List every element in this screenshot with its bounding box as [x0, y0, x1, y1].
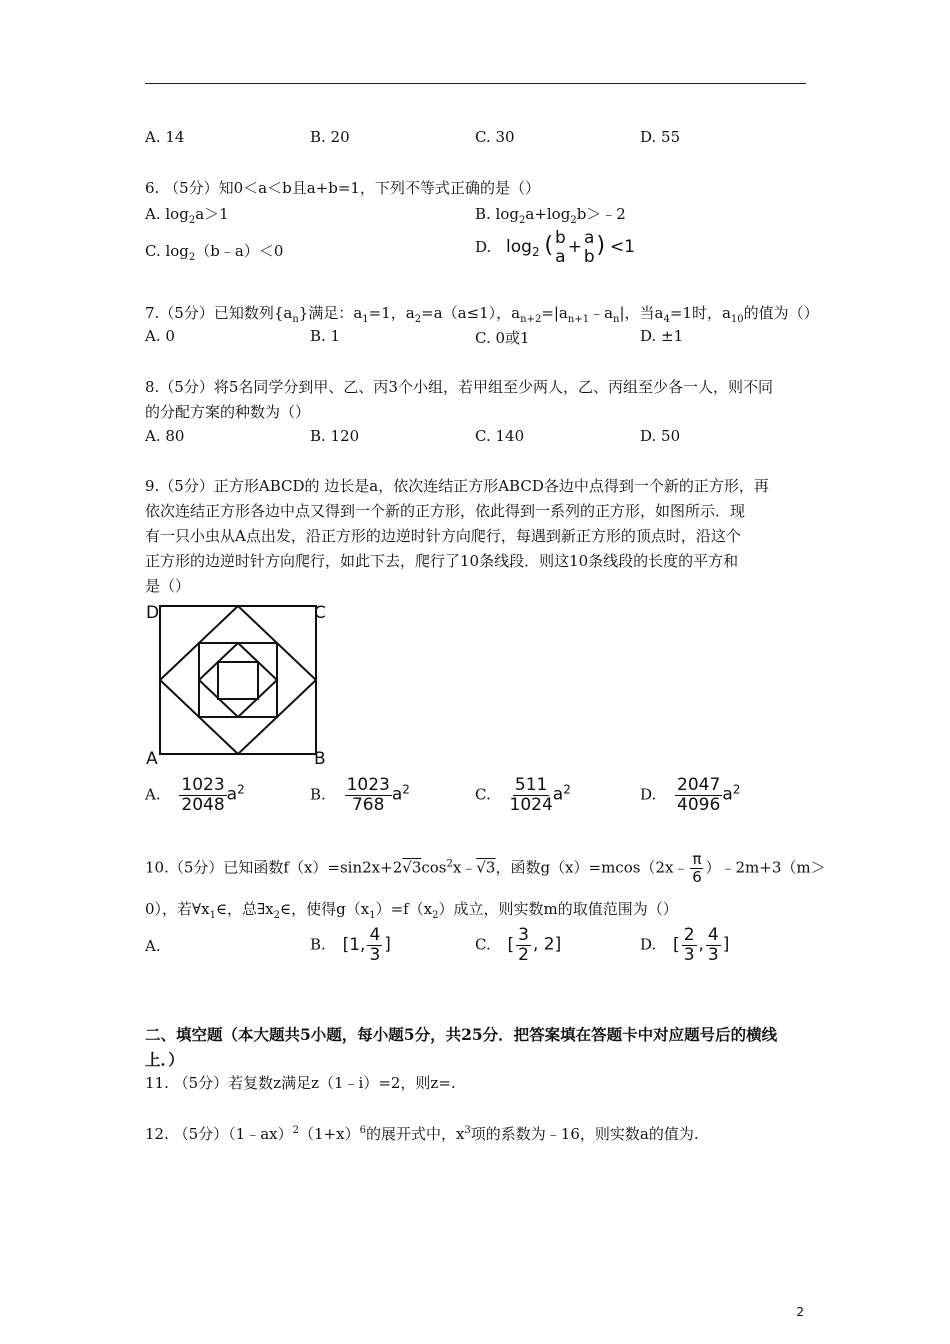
q6-option-a: A. $\log_2a>1$ — [145, 205, 229, 226]
q7-option-d: D. ±1 — [640, 327, 684, 345]
q9-stem-line2: 依次连结正方形各边中点又得到一个新的正方形，依此得到一系列的正方形，如图所示．现 — [145, 502, 746, 520]
square-level-4 — [199, 643, 277, 717]
q6-option-d: D. $\log_2$ ( b a + a b ) <1 — [475, 228, 635, 267]
label-d: D — [146, 603, 160, 623]
q9-stem-line5: 是（） — [145, 577, 191, 595]
q7-option-a: A. 0 — [145, 327, 175, 345]
q10-option-d: D. [ $\frac{2}{3}$ , $\frac{4}{3}$ ] — [640, 925, 730, 965]
q10-option-a: A. — [145, 937, 161, 955]
section2-heading-line1: 二、填空题（本大题共5小题，每小题5分，共25分．把答案填在答题卡中对应题号后的横线 — [145, 1025, 778, 1044]
q10-stem-line2: 0），若$\forall x_1\in$，总$\exists x_2\in$，使得$g(x_1)=f(x_2)$成立，则实数m的取值范围为（） — [145, 900, 678, 921]
q10-stem-line1: 10.（5分）已知函数$f(x)=\sin 2x+2√3\cos^2x﹣√3$，函数g（x）=mcos（2x﹣ $\frac{\pi}{6}$ ）﹣2m+3（m＞ — [145, 850, 826, 886]
q5-option-c: C. 30 — [475, 128, 515, 146]
q9-option-d: D. $\frac{2047}{4096}$ $a^2$ — [640, 775, 741, 815]
page-number: 2 — [796, 1305, 804, 1319]
q8-option-c: C. 140 — [475, 427, 525, 445]
section2-heading-line2: 上．） — [145, 1050, 184, 1069]
q8-stem-line2: 的分配方案的种数为（） — [145, 403, 311, 421]
q9-option-b: B. $\frac{1023}{768}$ $a^2$ — [310, 775, 410, 815]
q8-option-d: D. 50 — [640, 427, 681, 445]
square-level-3 — [199, 643, 277, 717]
q9-stem-line1: 9.（5分）正方形ABCD的 边长是a，依次连结正方形ABCD各边中点得到一个新的正方形，再 — [145, 477, 769, 495]
q5-option-b: B. 20 — [310, 128, 350, 146]
q6-option-b: B. $\log_2a+\log_2b>﹣2$ — [475, 205, 626, 226]
q6-stem: 6. （5分）知0＜a＜b且a+b=1，下列不等式正确的是（） — [145, 179, 540, 197]
q7-option-b: B. 1 — [310, 327, 341, 345]
q7-stem: 7.（5分）已知数列$\{a_n\}$满足：$a_1=1$，$a_2=a(a\le 1)$，$a_{n+2}=|a_{n+1}﹣a_n|$，当$a_4=1$时，$a_{10}$的值为（） — [145, 304, 819, 325]
q8-option-a: A. 80 — [145, 427, 185, 445]
q5-option-a: A. 14 — [145, 128, 185, 146]
sqrt-3-a: √3 — [402, 858, 422, 877]
label-c: C — [314, 603, 326, 623]
sqrt-3-b: √3 — [476, 858, 496, 877]
nested-squares-figure — [144, 600, 334, 770]
header-rule — [145, 83, 806, 84]
square-level-2 — [160, 606, 316, 754]
q7-option-c: C. 0或1 — [475, 329, 530, 347]
q9-option-a: A. $\frac{1023}{2048}$ $a^2$ — [145, 775, 245, 815]
q9-stem-line4: 正方形的边逆时针方向爬行，如此下去，爬行了10条线段．则这10条线段的长度的平方和 — [145, 552, 739, 570]
q10-option-b: B. [1, $\frac{4}{3}$ ] — [310, 925, 391, 965]
q8-stem-line1: 8.（5分）将5名同学分到甲、乙、丙3个小组，若甲组至少两人，乙、丙组至少各一人，则不同 — [145, 378, 773, 396]
square-abcd — [160, 606, 316, 754]
square-level-5 — [218, 662, 258, 699]
q6-option-c: C. $\log_2(b﹣a)<0$ — [145, 242, 284, 263]
label-a: A — [146, 749, 158, 769]
q9-stem-line3: 有一只小虫从A点出发，沿正方形的边逆时针方向爬行，每遇到新正方形的顶点时，沿这个 — [145, 527, 741, 545]
q11-stem: 11. （5分）若复数z满足z（1﹣i）=2，则z=. — [145, 1074, 456, 1092]
label-b: B — [314, 749, 326, 769]
q9-option-c: C. $\frac{511}{1024}$ $a^2$ — [475, 775, 571, 815]
q10-option-c: C. [ $\frac{3}{2}$ , 2] — [475, 925, 562, 965]
q5-option-d: D. 55 — [640, 128, 681, 146]
q8-option-b: B. 120 — [310, 427, 360, 445]
q12-stem: 12. （5分）$(1﹣ax)^2(1+x)^6$的展开式中，$x^3$项的系数为﹣16，则实数a的值为. — [145, 1125, 699, 1143]
